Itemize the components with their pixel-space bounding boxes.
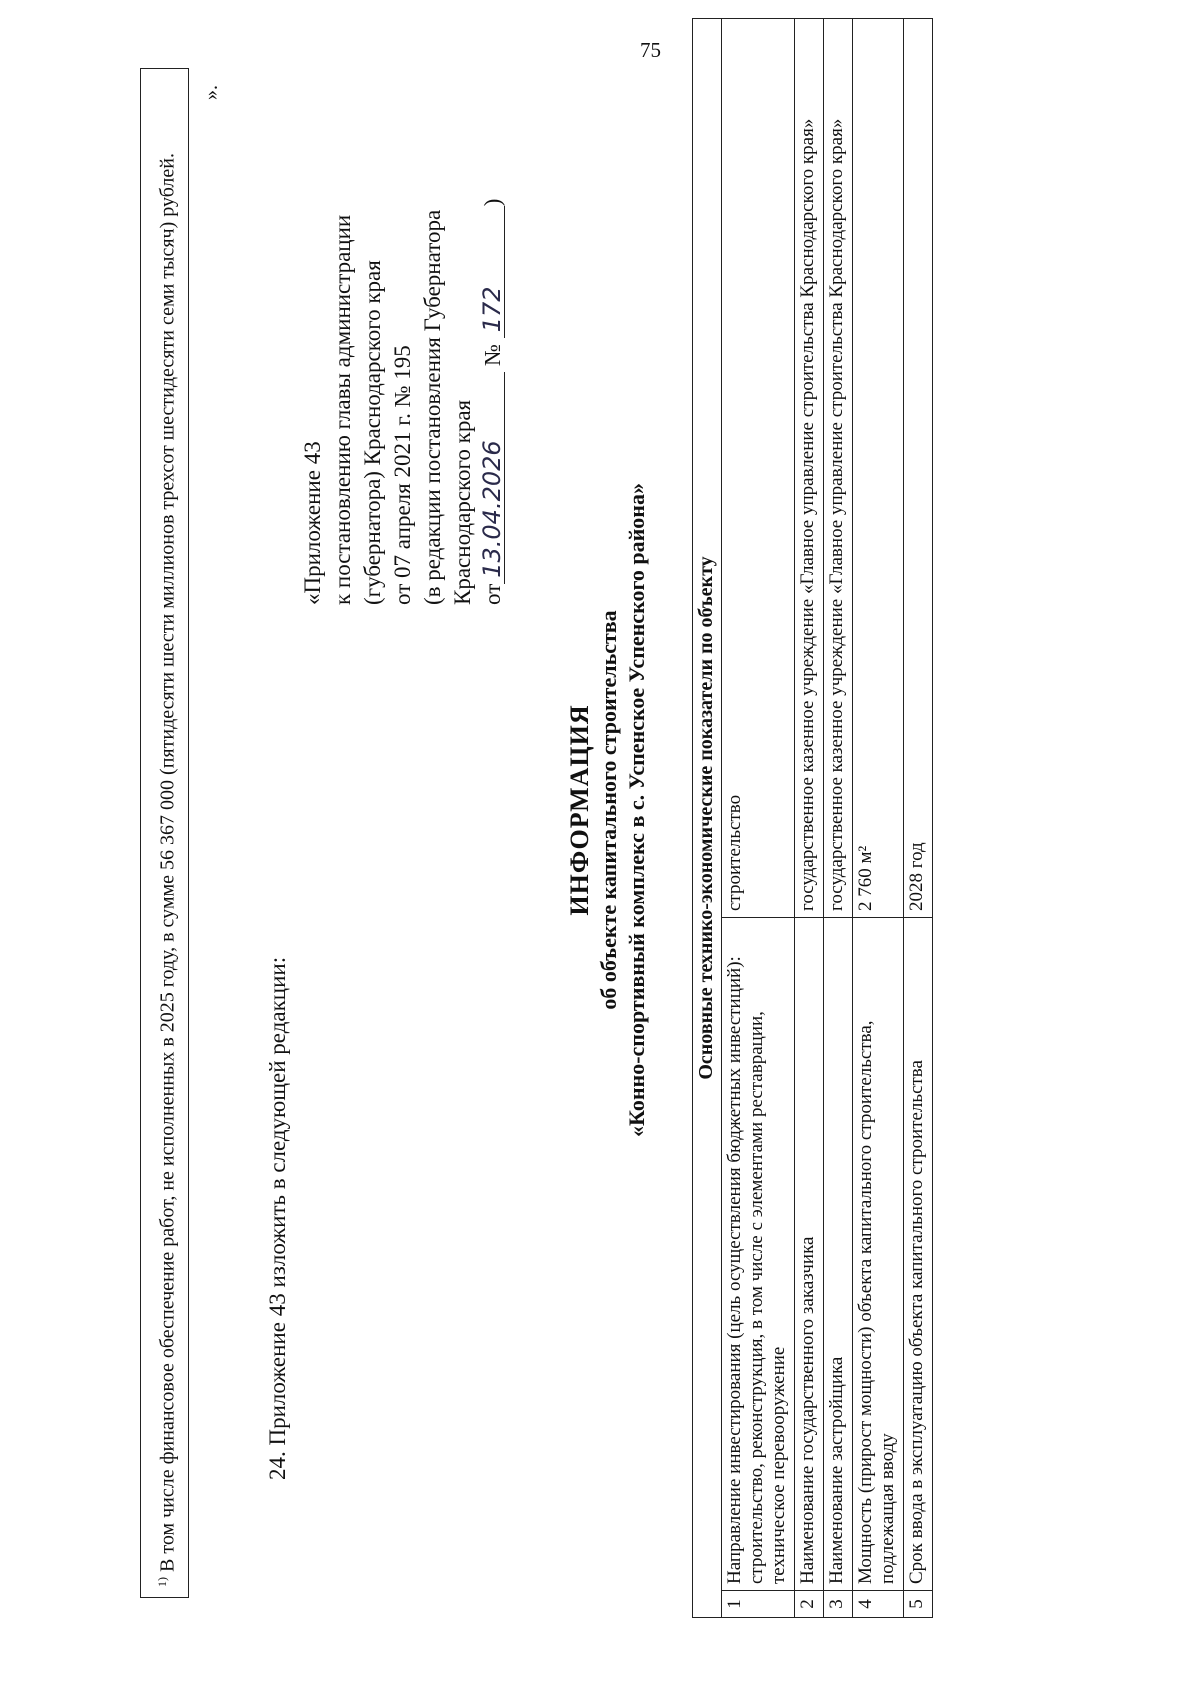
closing-quote: ». <box>200 85 222 100</box>
table-row <box>904 19 933 1618</box>
table-header: Основные технико-экономические показатели по объекту <box>693 19 722 1618</box>
appendix-line-4: от 07 апреля 2021 г. № 195 <box>390 345 415 605</box>
appendix-line-6: Краснодарского края <box>450 399 475 605</box>
table-row <box>853 19 904 1618</box>
page-number: 75 <box>640 38 661 62</box>
footnote-text: В том числе финансовое обеспечение работ, не исполненных в 2025 году, в сумме 56 367 000 (пятидесяти шести миллионов трехсот шестидесяти семи тысяч) рублей. <box>156 153 179 1572</box>
indicators-table <box>692 18 933 1618</box>
document-subtitle-2: «Конно-спортивный комплекс в с. Успенское Успенского района» <box>624 483 649 1137</box>
document-title: ИНФОРМАЦИЯ <box>565 704 594 916</box>
handwritten-number: 172 <box>480 206 505 338</box>
close-paren: ) <box>480 198 505 207</box>
row-number: 5 <box>904 1591 933 1618</box>
appendix-line-5: (в редакции постановления Губернатора <box>420 209 445 605</box>
table-row <box>824 19 853 1618</box>
row-label: Срок ввода в эксплуатацию объекта капитального строительства <box>904 918 933 1591</box>
document-title-block <box>565 0 651 1640</box>
row-number: 2 <box>795 1591 824 1618</box>
row-value: строительство <box>722 19 795 918</box>
appendix-line-1: «Приложение 43 <box>300 441 325 605</box>
document-subtitle-1: об объекте капитального строительства <box>596 610 621 1010</box>
appendix-line-2: к постановлению главы администрации <box>330 214 355 605</box>
item-24-text: 24. Приложение 43 изложить в следующей редакции: <box>265 956 290 1480</box>
footnote-box <box>140 68 189 1598</box>
row-label: Мощность (прирост мощности) объекта капитального строительства, подлежащая вводу <box>853 918 904 1591</box>
from-label: от <box>480 583 505 605</box>
table-header-row <box>693 19 722 1618</box>
table-row <box>722 19 795 1618</box>
row-value: 2028 год <box>904 19 933 918</box>
row-label: Наименование застройщика <box>824 918 853 1591</box>
footnote-marker: 1) <box>155 1577 169 1587</box>
handwritten-date: 13.04.2026 <box>480 372 505 584</box>
row-label: Направление инвестирования (цель осуществления бюджетных инвестиций): строительство, реконструкция, в том числе с элементами реставрации, техническое перевооружение <box>722 918 795 1591</box>
row-value: государственное казенное учреждение «Главное управление строительства Краснодарского края» <box>795 19 824 918</box>
row-number: 4 <box>853 1591 904 1618</box>
row-value: государственное казенное учреждение «Главное управление строительства Краснодарского края» <box>824 19 853 918</box>
table-row <box>795 19 824 1618</box>
row-label: Наименование государственного заказчика <box>795 918 824 1591</box>
appendix-line-3: (губернатора) Краснодарского края <box>360 260 385 605</box>
row-number: 1 <box>722 1591 795 1618</box>
number-label: № <box>480 344 505 366</box>
row-number: 3 <box>824 1591 853 1618</box>
appendix-date-number-line <box>478 45 508 605</box>
row-value: 2 760 м² <box>853 19 904 918</box>
appendix-heading-block <box>298 45 508 605</box>
